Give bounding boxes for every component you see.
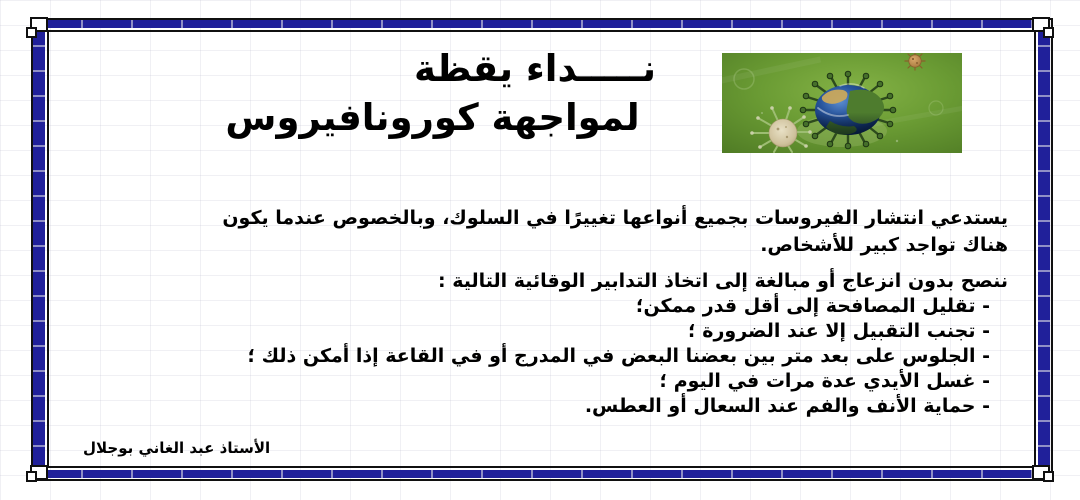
border-band-bottom bbox=[33, 470, 1047, 478]
page-title-line-1: نـــــداء يقظة bbox=[414, 47, 656, 90]
earth-coronavirus-image bbox=[722, 53, 962, 153]
measure-item: - الجلوس على بعد متر بين بعضنا البعض في المدرج أو في القاعة إذا أمكن ذلك ؛ bbox=[247, 345, 990, 367]
measure-item: - تجنب التقبيل إلا عند الضرورة ؛ bbox=[688, 320, 990, 342]
border-corner-ornament bbox=[26, 27, 37, 38]
border-band-left bbox=[33, 22, 45, 478]
measure-item: - غسل الأيدي عدة مرات في اليوم ؛ bbox=[659, 370, 990, 392]
border-corner-ornament bbox=[26, 471, 37, 482]
measure-item: - حماية الأنف والفم عند السعال أو العطس. bbox=[584, 395, 990, 417]
border-corner-ornament bbox=[1043, 27, 1054, 38]
border-band-top bbox=[33, 20, 1047, 28]
border-band-right bbox=[1038, 22, 1050, 478]
signature: الأستاذ عبد الغاني بوجلال bbox=[83, 439, 271, 457]
border-corner-ornament bbox=[1043, 471, 1054, 482]
intro-line: هناك تواجد كبير للأشخاص. bbox=[760, 234, 1008, 256]
advice-heading: ننصح بدون انزعاج أو مبالغة إلى اتخاذ التدابير الوقائية التالية : bbox=[437, 270, 1008, 292]
intro-line: يستدعي انتشار الفيروسات بجميع أنواعها تغييرًا في السلوك، وبالخصوص عندما يكون bbox=[222, 207, 1008, 229]
globe-virus-icon bbox=[800, 71, 896, 149]
page-title-line-2: لمواجهة كورونافيروس bbox=[225, 96, 640, 139]
measure-item: - تقليل المصافحة إلى أقل قدر ممكن؛ bbox=[635, 295, 990, 317]
